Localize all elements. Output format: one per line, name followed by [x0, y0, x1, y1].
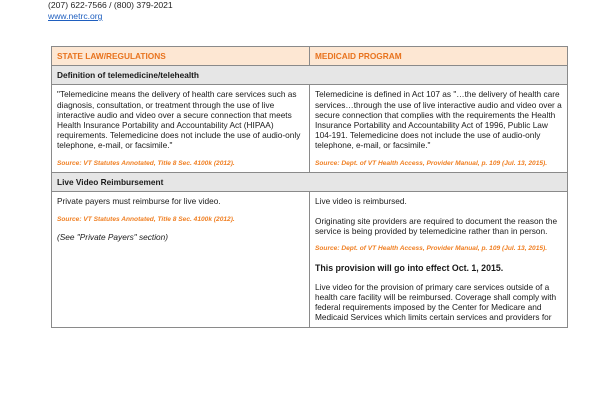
table-row [52, 85, 568, 173]
section-header-row [52, 173, 568, 192]
live-video-medicaid-text-3: Live video for the provision of primary care services outside of a health care facility will be reimbursed. Coverage shall comply with federal requirements imposed by the Center for Medicare and Medicaid Services which limits certain services and providers for [315, 281, 557, 323]
live-video-state-law-source: Source: VT Statutes Annotated, Title 8 Sec. 4100k (2012). [57, 215, 235, 223]
private-payers-note: (See "Private Payers" section) [57, 232, 169, 243]
definition-state-law-text: "Telemedicine means the delivery of health care services such as diagnosis, consultation, or treatment through the use of live interactive audio and video over a secure connection that meets Health Insurance Portability and Accountability Act (HIPAA) requirements. Telemedicine does not include the use of audio-only telephone, e-mail, or facsimile." [57, 89, 301, 151]
column-header-state-law: STATE LAW/REGULATIONS [52, 47, 310, 66]
column-header-row [52, 47, 568, 66]
definition-medicaid-cell [310, 85, 568, 173]
policy-table [51, 46, 568, 328]
definition-medicaid-source: Source: Dept. of VT Health Access, Provider Manual, p. 109 (Jul. 13, 2015). [315, 159, 548, 167]
effective-date-note: This provision will go into effect Oct. 1, 2015. [315, 262, 504, 273]
live-video-medicaid-source: Source: Dept. of VT Health Access, Provider Manual, p. 109 (Jul. 13, 2015). [315, 245, 548, 253]
definition-state-law-cell [52, 85, 310, 173]
website-link[interactable]: www.netrc.org [48, 11, 103, 21]
live-video-medicaid-text-2: Originating site providers are required to document the reason the service is being provided by telemedicine rather than in person. [315, 215, 558, 236]
live-video-medicaid-cell [310, 192, 568, 327]
live-video-state-law-text: Private payers must reimburse for live video. [57, 196, 221, 207]
section-title-definition: Definition of telemedicine/telehealth [52, 66, 568, 85]
document-header [48, 0, 173, 22]
live-video-state-law-cell [52, 192, 310, 327]
section-header-row [52, 66, 568, 85]
live-video-medicaid-text-1: Live video is reimbursed. [315, 196, 407, 207]
definition-state-law-source: Source: VT Statutes Annotated, Title 8 Sec. 4100k (2012). [57, 159, 235, 167]
definition-medicaid-text: Telemedicine is defined in Act 107 as "…the delivery of health care services…through the use of live interactive audio and video over a secure connection that complies with the requirements the Health Insurance Portability and Accountability Act of 1996, Public Law 104-191. Telemedicine does not include the use of audio-only telephone, e-mail, or facsimile." [315, 89, 562, 151]
column-header-medicaid: MEDICAID PROGRAM [310, 47, 568, 66]
contact-phone: (207) 622-7566 / (800) 379-2021 [48, 0, 173, 10]
section-title-live-video: Live Video Reimbursement [52, 173, 568, 192]
table-row [52, 192, 568, 327]
